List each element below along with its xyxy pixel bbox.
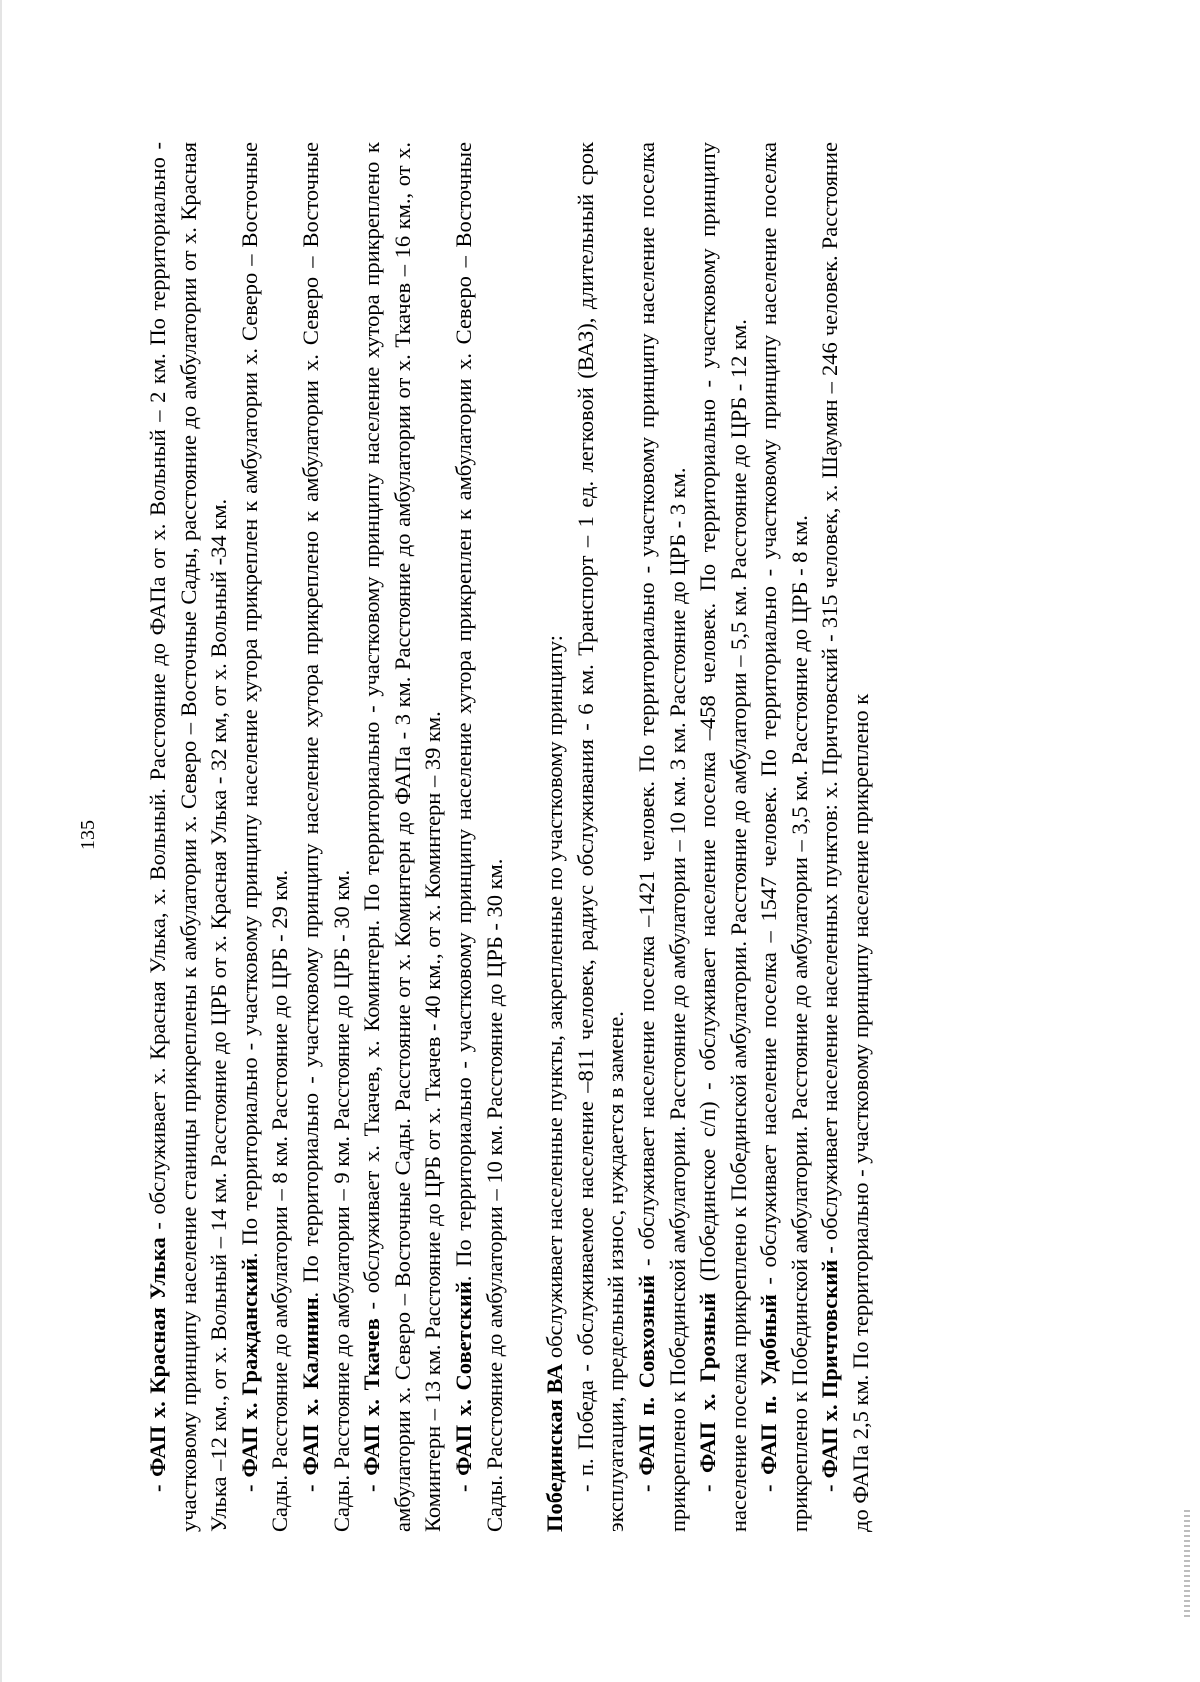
paragraph-fap-tkachev: [357, 142, 449, 1532]
paragraph-heading: - ФАП х. Советский: [450, 1281, 476, 1492]
paragraph-p-pobeda: [571, 142, 632, 1532]
section-pobedinskaya-va: [540, 142, 571, 1532]
paragraph-heading: - ФАП п. Удобный: [756, 1294, 782, 1492]
paragraph-text: (Побединское с/п) - обслуживает население поселка –458 человек. По территориально - участковому принципу население поселка прикреплено к Побединской амбулатории. Расстояние до амбулатории – 5,5 км. Расстояние до ЦРБ - 12 км.: [695, 141, 751, 1532]
paragraph-heading: - ФАП х. Грозный: [695, 1292, 721, 1492]
paragraph-text: - обслуживает население населенных пунктов: х. Причтовский - 315 человек, х. Шаумян – 246 человек. Расстояние до ФАПа 2,5 км. По территориально - участковому принципу население прикреплено к: [817, 142, 874, 1532]
paragraph-text: - п. Победа - обслуживаемое население –811 человек, радиус обслуживания - 6 км. Транспорт – 1 ед. легковой (ВАЗ), длительный срок эксплуатации, предельный износ, нуждается в замене.: [572, 142, 629, 1532]
paragraph-fap-prichtovsky: [815, 142, 876, 1532]
paragraph-heading: - ФАП х. Калинин: [297, 1297, 323, 1492]
paragraph-heading: - ФАП х. Гражданский: [236, 1257, 262, 1492]
paragraph-text: - обслуживает население поселка –1421 человек. По территориально - участковому принципу население поселка прикреплено к Побединской амбулатории. Расстояние до амбулатории – 10 км. 3 км. Расстояние до ЦРБ - 3 км.: [633, 142, 690, 1532]
paragraph-fap-sovetsky: [449, 142, 510, 1532]
paragraph-text: - обслуживает х. Ткачев, х. Коминтерн. По территориально - участковому принципу население хутора прикреплено к амбулатории х. Северо – Восточные Сады. Расстояние от х. Коминтерн до ФАПа - 3 км. Расстояние до амбулатории от х. Ткачев – 16 км., от х. Коминтерн – 13 км. Расстояние до ЦРБ от х. Ткачев - 40 км., от х. Коминтерн – 39 км.: [359, 142, 446, 1532]
paragraph-fap-grazhdansky: [235, 142, 296, 1532]
paragraph-heading: - ФАП х. Красная Улька: [145, 1237, 170, 1492]
page-number: 135: [77, 820, 99, 850]
page-body: [143, 142, 1063, 1532]
paragraph-fap-grozny: [693, 142, 754, 1532]
paragraph-fap-udobny: [754, 142, 815, 1532]
paragraph-text: - обслуживает население поселка – 1547 человек. По территориально - участковому принципу население поселка прикреплено к Побединской амбулатории. Расстояние до амбулатории – 3,5 км. Расстояние до ЦРБ - 8 км.: [756, 142, 812, 1532]
paragraph-heading: - ФАП х. Ткачев: [359, 1318, 385, 1492]
paragraph-text: - обслуживает х. Красная Улька, х. Вольный. Расстояние до ФАПа от х. Вольный – 2 км. По территориально - участковому принципу население станицы прикреплены к амбулатории х. Северо – Восточные Сады, расстояние до амбулатории от х. Красная Улька –12 км., от х. Вольный – 14 км. Расстояние до ЦРБ от х. Красная Улька - 32 км, от х. Вольный -34 км.: [145, 142, 232, 1532]
paragraph-heading: - ФАП п. Совхозный: [633, 1274, 659, 1492]
paragraph-heading: - ФАП х. Причтовский: [817, 1259, 843, 1492]
paragraph-text: . По территориально - участковому принципу население хутора прикреплен к амбулатории х. Северо – Восточные Сады. Расстояние до амбулатории – 8 км. Расстояние до ЦРБ - 29 км.: [236, 141, 293, 1532]
paragraph-fap-sovkhozny: [632, 142, 693, 1532]
paragraph-fap-krasnaya-ulka: [143, 142, 235, 1532]
scan-edge-mark: [1184, 1510, 1190, 1620]
paragraph-text: . По территориально - участковому принципу население хутора прикреплен к амбулатории х. Северо – Восточные Сады. Расстояние до амбулатории – 10 км. Расстояние до ЦРБ - 30 км.: [450, 141, 507, 1532]
section-heading: Побединская ВА: [542, 1363, 568, 1532]
paragraph-fap-kalinin: [296, 142, 357, 1532]
paragraph-text: . По территориально - участковому принципу население хутора прикреплено к амбулатории х. Северо – Восточные Сады. Расстояние до амбулатории – 9 км. Расстояние до ЦРБ - 30 км.: [297, 142, 354, 1532]
section-text: обслуживает населенные пункты, закрепленные по участковому принципу:: [542, 634, 568, 1364]
